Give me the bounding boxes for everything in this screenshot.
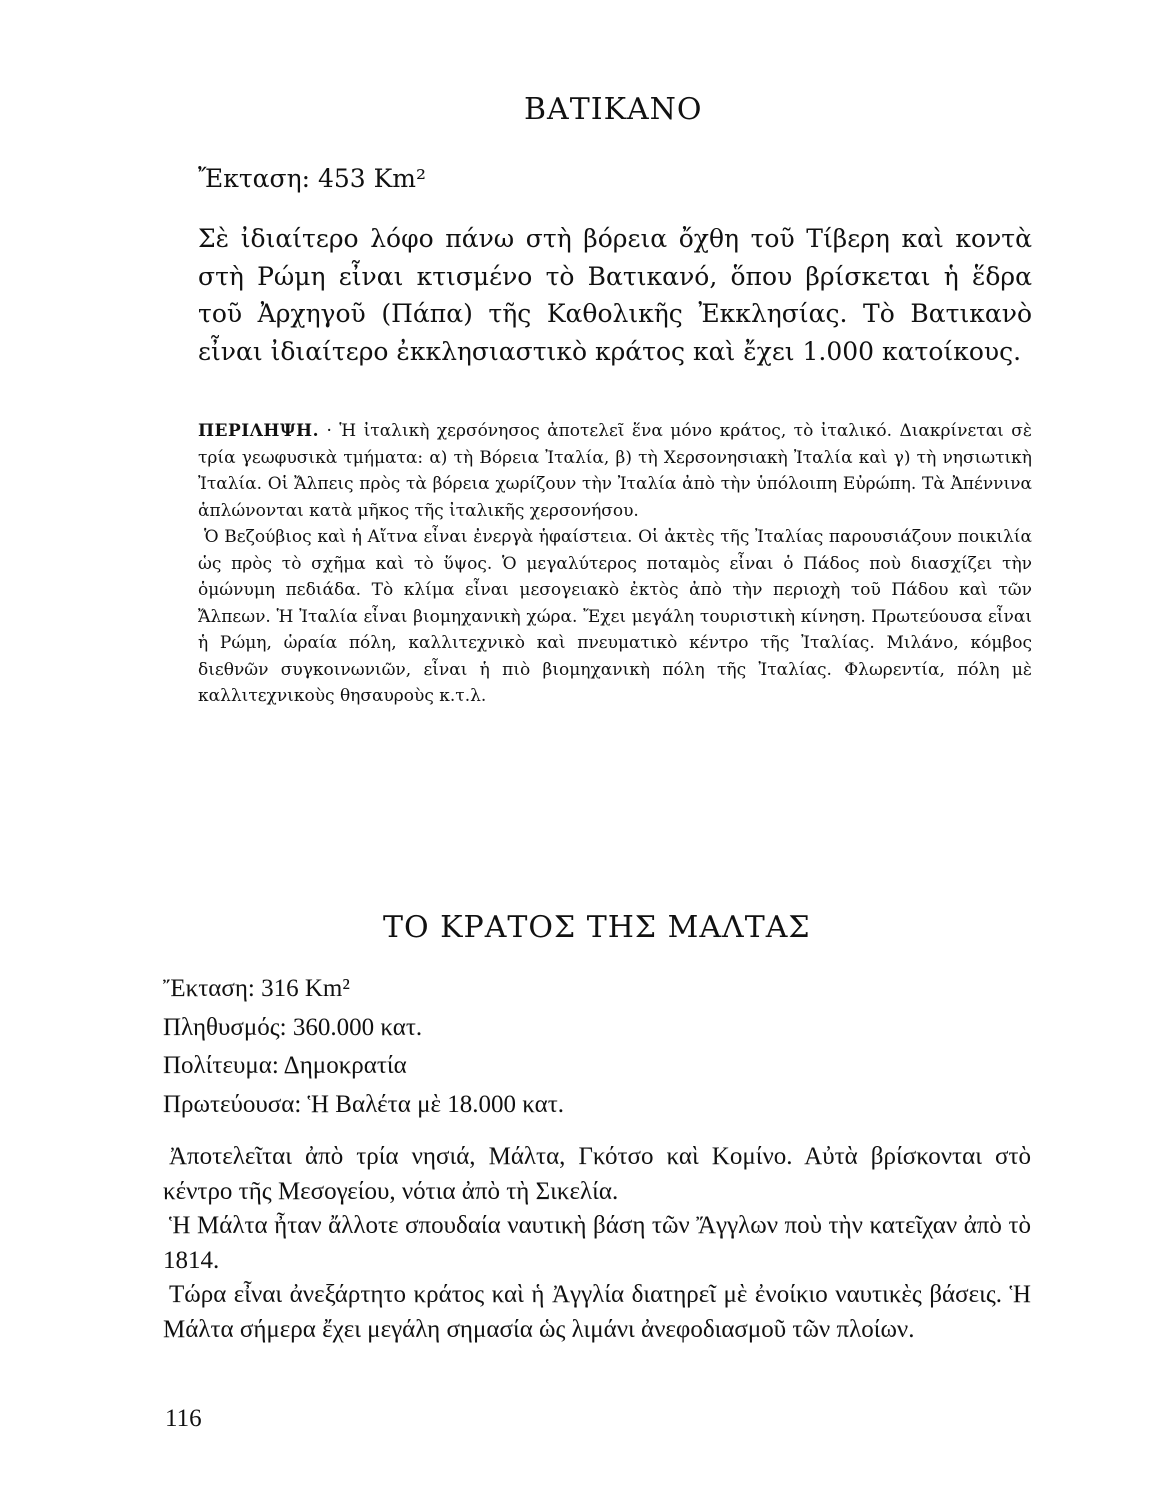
malta-paragraph: Ἀποτελεῖται ἀπὸ τρία νησιά, Μάλτα, Γκότσο καὶ Κομίνο. Αὐτὰ βρίσκονται στὸ κέντρο τῆς Μεσογείου, νότια ἀπὸ τὴ Σικελία. <box>163 1143 1031 1205</box>
malta-facts <box>163 970 564 1124</box>
summary-paragraph-1 <box>198 418 1032 524</box>
malta-paragraph: Ἡ Μάλτα ἦταν ἄλλοτε σπουδαία ναυτικὴ βάση τῶν Ἄγγλων ποὺ τὴν κατεῖχαν ἀπὸ τὸ 1814. <box>163 1212 1031 1274</box>
summary-text-1: · Ἡ ἰταλικὴ χερσόνησος ἀποτελεῖ ἕνα μόνο κράτος, τὸ ἰταλικό. Διακρίνεται σὲ τρία γεωφυσικὰ τμήματα: α) τὴ Βόρεια Ἰταλία, β) τὴ Χερσονησιακὴ Ἰταλία καὶ γ) τὴ νησιωτικὴ Ἰταλία. Οἱ Ἄλπεις πρὸς τὰ βόρεια χωρίζουν τὴν Ἰταλία ἀπὸ τὴν ὑπόλοιπη Εὐρώπη. Τὰ Ἀπέννινα ἁπλώνονται κατὰ μῆκος τῆς ἰταλικῆς χερσονήσου. <box>198 421 1033 521</box>
malta-paragraph: Τώρα εἶναι ἀνεξάρτητο κράτος καὶ ἡ Ἀγγλία διατηρεῖ μὲ ἐνοίκιο ναυτικὲς βάσεις. Ἡ Μάλτα σήμερα ἔχει μεγάλη σημασία ὡς λιμάνι ἀνεφοδιασμοῦ τῶν πλοίων. <box>163 1281 1031 1343</box>
malta-fact-government: Πολίτευμα: Δημοκρατία <box>163 1052 407 1079</box>
malta-title: ΤΟ ΚΡΑΤΟΣ ΤΗΣ ΜΑΛΤΑΣ <box>383 910 811 945</box>
italy-summary <box>198 418 1032 710</box>
vatican-title: ΒΑΤΙΚΑΝΟ <box>524 92 703 127</box>
malta-fact-population: Πληθυσμός: 360.000 κατ. <box>163 1013 423 1041</box>
malta-fact-area: Ἔκταση: 316 Km² <box>163 975 350 1002</box>
vatican-area: Ἔκταση: 453 Km² <box>198 164 427 193</box>
vatican-paragraph: Σὲ ἰδιαίτερο λόφο πάνω στὴ βόρεια ὄχθη τοῦ Τίβερη καὶ κοντὰ στὴ Ρώμη εἶναι κτισμένο τὸ Βατικανό, ὅπου βρίσκεται ἡ ἕδρα τοῦ Ἀρχηγοῦ (Πάπα) τῆς Καθολικῆς Ἐκκλησίας. Τὸ Βατικανὸ εἶναι ἰδιαίτερο ἐκκλησιαστικὸ κράτος καὶ ἔχει 1.000 κατοίκους. <box>198 224 1032 366</box>
page-number: 116 <box>165 1405 202 1432</box>
summary-paragraph-2: Ὁ Βεζούβιος καὶ ἡ Αἴτνα εἶναι ἐνεργὰ ἡφαίστεια. Οἱ ἀκτὲς τῆς Ἰταλίας παρουσιάζουν ποικιλία ὡς πρὸς τὸ σχῆμα καὶ τὸ ὕψος. Ὁ μεγαλύτερος ποταμὸς εἶναι ὁ Πάδος ποὺ διασχίζει τὴν ὁμώνυμη πεδιάδα. Τὸ κλίμα εἶναι μεσογειακὸ ἐκτὸς ἀπὸ τὴν περιοχὴ τοῦ Πάδου καὶ τῶν Ἄλπεων. Ἡ Ἰταλία εἶναι βιομηχανικὴ χώρα. Ἔχει μεγάλη τουριστικὴ κίνηση. Πρωτεύουσα εἶναι ἡ Ρώμη, ὡραία πόλη, καλλιτεχνικὸ καὶ πνευματικὸ κέντρο τῆς Ἰταλίας. Μιλάνο, κόμβος διεθνῶν συγκοινωνιῶν, εἶναι ἡ πιὸ βιομηχανικὴ πόλη τῆς Ἰταλίας. Φλωρεντία, πόλη μὲ καλλιτεχνικοὺς θησαυροὺς κ.τ.λ. <box>198 527 1032 706</box>
malta-fact-capital: Πρωτεύουσα: Ἡ Βαλέτα μὲ 18.000 κατ. <box>163 1090 565 1118</box>
summary-label: ΠΕΡΙΛΗΨΗ. <box>198 421 320 441</box>
malta-text <box>163 1140 1031 1347</box>
